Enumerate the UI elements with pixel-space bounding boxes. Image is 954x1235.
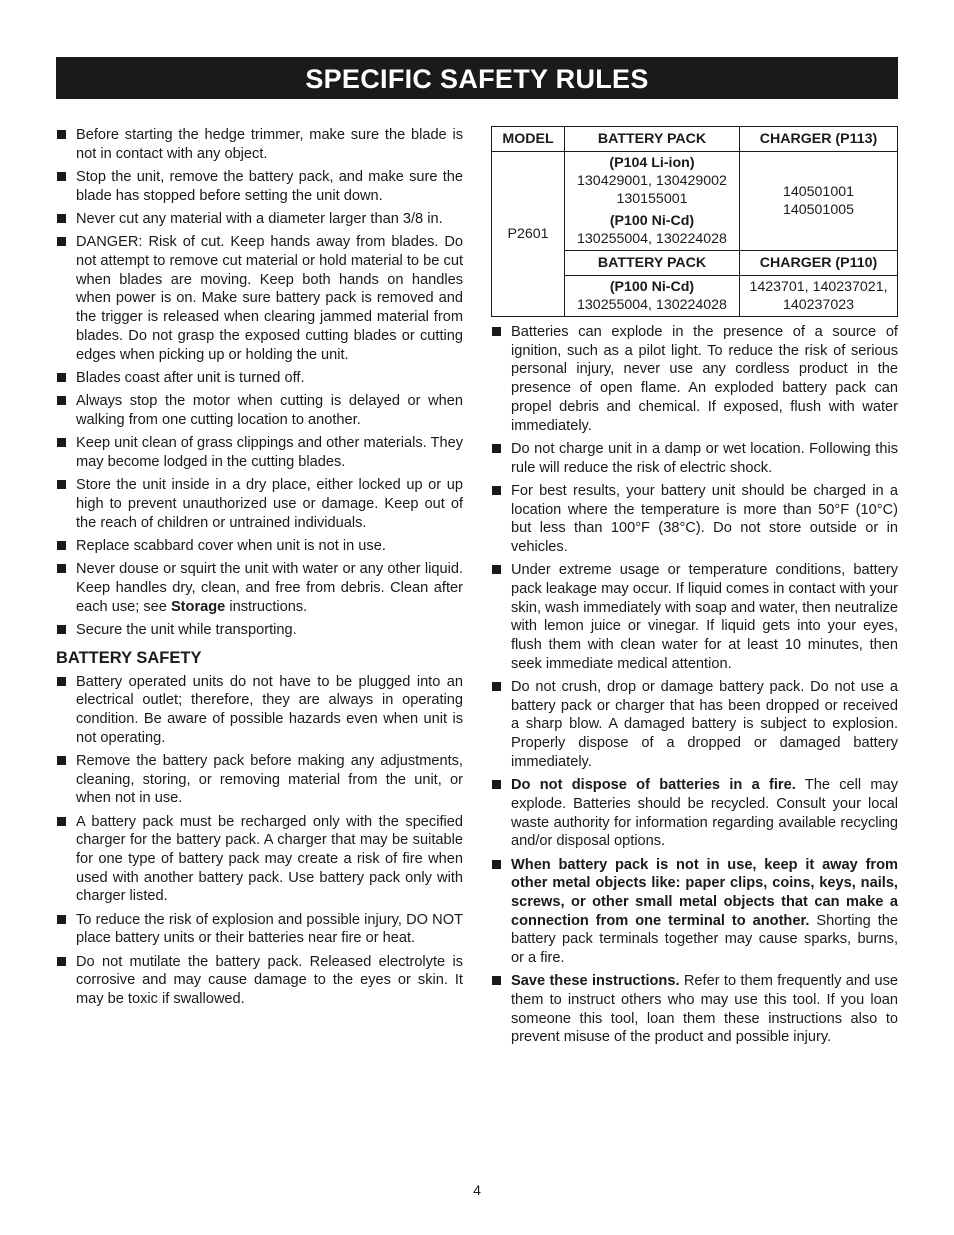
list-item: A battery pack must be recharged only with the specified charger for the battery pack. A charger that may be suitable for one type of battery pack may create a risk of fire when used with another battery pack. Use battery pack only with charger listed. <box>56 813 463 907</box>
square-bullet-icon <box>57 756 66 765</box>
charger-p113-header: CHARGER (P113) <box>740 127 898 152</box>
left-column <box>56 126 463 1013</box>
square-bullet-icon <box>57 817 66 826</box>
list-item: When battery pack is not in use, keep it away from other metal objects like: paper clips, coins, keys, nails, screws, or other small metal objects that can make a connection from one terminal to another. Shorting the battery pack terminals together may cause sparks, burns, or a fire. <box>491 856 898 968</box>
charger-p110-cell <box>740 276 898 317</box>
list-item: Never douse or squirt the unit with water or any other liquid. Keep handles dry, clean, and free from debris. Clean after each use; see Storage instructions. <box>56 560 463 616</box>
square-bullet-icon <box>57 625 66 634</box>
p110-value-1: 1423701, 140237021, <box>749 279 888 295</box>
square-bullet-icon <box>57 541 66 550</box>
square-bullet-icon <box>492 327 501 336</box>
list-item: Battery operated units do not have to be plugged into an electrical outlet; therefore, they are always in operating condition. Be aware of possible hazards even when unit is not operating. <box>56 673 463 748</box>
battery-rules-list <box>491 323 898 1047</box>
list-item: Do not crush, drop or damage battery pack. Do not use a battery pack or charger that has been dropped or received a sharp blow. A damaged battery is subject to explosion. Properly dispose of a dropped or damaged battery immediately. <box>491 678 898 772</box>
square-bullet-icon <box>492 682 501 691</box>
p100-label: (P100 Ni-Cd) <box>609 213 695 229</box>
battery-pack-header: BATTERY PACK <box>565 127 740 152</box>
p113-value-2: 140501005 <box>782 202 854 218</box>
square-bullet-icon <box>57 677 66 686</box>
p100b-values: 130255004, 130224028 <box>577 297 727 313</box>
list-item: Store the unit inside in a dry place, either locked up or up high to prevent unauthorized use or damage. Keep out of the reach of children or untrained individuals. <box>56 476 463 532</box>
square-bullet-icon <box>57 480 66 489</box>
square-bullet-icon <box>492 780 501 789</box>
list-item: For best results, your battery unit should be charged in a location where the temperature is more than 50°F (10°C) but less than 100°F (38°C). Do not store outside or in vehicles. <box>491 482 898 557</box>
square-bullet-icon <box>492 860 501 869</box>
list-item: Secure the unit while transporting. <box>56 621 463 640</box>
p104-values-2: 130155001 <box>616 191 688 207</box>
p100-values: 130255004, 130224028 <box>577 231 727 247</box>
p110-value-2: 140237023 <box>782 297 854 313</box>
table-header-row <box>492 127 898 152</box>
square-bullet-icon <box>57 130 66 139</box>
square-bullet-icon <box>492 565 501 574</box>
p100b-label: (P100 Ni-Cd) <box>609 279 695 295</box>
square-bullet-icon <box>57 915 66 924</box>
right-column <box>491 126 898 1052</box>
list-item: Never cut any material with a diameter larger than 3/8 in. <box>56 210 463 229</box>
page-number: 4 <box>473 1182 481 1198</box>
model-cell: P2601 <box>492 152 565 317</box>
list-item: Keep unit clean of grass clippings and other materials. They may become lodged in the cutting blades. <box>56 434 463 471</box>
square-bullet-icon <box>57 438 66 447</box>
page-title: SPECIFIC SAFETY RULES <box>56 57 898 99</box>
list-item: Do not mutilate the battery pack. Released electrolyte is corrosive and may cause damage to the eyes or skin. It may be toxic if swallowed. <box>56 953 463 1009</box>
square-bullet-icon <box>57 373 66 382</box>
list-item: To reduce the risk of explosion and possible injury, DO NOT place battery units or their batteries near fire or heat. <box>56 911 463 948</box>
list-item: Do not charge unit in a damp or wet location. Following this rule will reduce the risk of electric shock. <box>491 440 898 477</box>
square-bullet-icon <box>57 396 66 405</box>
table-row <box>492 152 898 251</box>
list-item: DANGER: Risk of cut. Keep hands away from blades. Do not attempt to remove cut material or hold material to be cut when blades are moving. Keep both hands on handles when power is on. Make sure battery pack is removed and the trigger is released when clearing jammed material from blades. Do not grasp the exposed cutting blades or cutting edges when picking up or holding the unit. <box>56 233 463 364</box>
square-bullet-icon <box>492 444 501 453</box>
list-item: Batteries can explode in the presence of a source of ignition, such as a pilot light. To reduce the risk of serious personal injury, never use any cordless product in the presence of open flame. An exploded battery pack can propel debris and chemical. If exposed, flush with water immediately. <box>491 323 898 435</box>
battery-pack-cell <box>565 276 740 317</box>
list-item: Under extreme usage or temperature conditions, battery pack leakage may occur. If liquid comes in contact with your skin, wash immediately with soap and water, then neutralize with lemon juice or vinegar. If liquid gets into your eyes, flush them with clean water for at least 10 minutes, then seek immediate medical attention. <box>491 561 898 673</box>
charger-p110-header: CHARGER (P110) <box>740 251 898 276</box>
square-bullet-icon <box>57 237 66 246</box>
charger-p113-cell <box>740 152 898 251</box>
storage-reference: Storage <box>170 598 226 615</box>
p104-values-1: 130429001, 130429002 <box>577 173 727 189</box>
list-item: Remove the battery pack before making any adjustments, cleaning, storing, or removing material from the unit, or when not in use. <box>56 752 463 808</box>
battery-pack-subheader: BATTERY PACK <box>565 251 740 276</box>
battery-safety-list <box>56 673 463 1009</box>
square-bullet-icon <box>492 976 501 985</box>
p113-value-1: 140501001 <box>782 184 854 200</box>
square-bullet-icon <box>57 957 66 966</box>
square-bullet-icon <box>57 172 66 181</box>
battery-charger-table <box>491 126 898 317</box>
list-item: Replace scabbard cover when unit is not in use. <box>56 537 463 556</box>
square-bullet-icon <box>57 214 66 223</box>
square-bullet-icon <box>57 564 66 573</box>
list-item: Do not dispose of batteries in a fire. The cell may explode. Batteries should be recycled. Consult your local waste authority for information regarding available recycling and/or disposal options. <box>491 776 898 851</box>
square-bullet-icon <box>492 486 501 495</box>
list-item: Save these instructions. Refer to them frequently and use them to instruct others who may use this tool. If you loan someone this tool, loan them these instructions also to prevent misuse of the product and possible injury. <box>491 972 898 1047</box>
battery-safety-heading: BATTERY SAFETY <box>56 648 202 667</box>
p104-label: (P104 Li-ion) <box>609 155 695 171</box>
list-item: Blades coast after unit is turned off. <box>56 369 463 388</box>
general-rules-list <box>56 126 463 640</box>
list-item: Stop the unit, remove the battery pack, and make sure the blade has stopped before setting the unit down. <box>56 168 463 205</box>
list-item: Before starting the hedge trimmer, make sure the blade is not in contact with any object. <box>56 126 463 163</box>
battery-pack-cell <box>565 152 740 251</box>
list-item: Always stop the motor when cutting is delayed or when walking from one cutting location to another. <box>56 392 463 429</box>
model-header: MODEL <box>492 127 565 152</box>
